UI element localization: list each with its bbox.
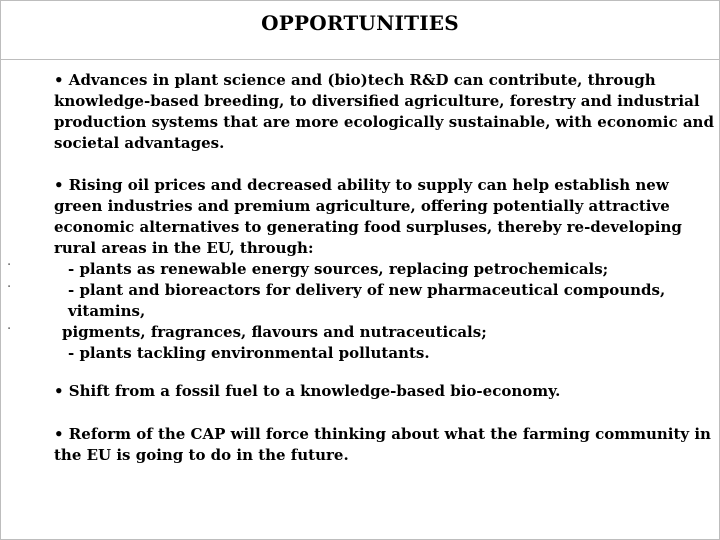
bullet-cap-reform: • Reform of the CAP will force thinking about what the farming community in the EU is going to do in the future.	[54, 425, 711, 464]
title-bar	[1, 1, 719, 60]
slide-title: OPPORTUNITIES	[261, 11, 459, 35]
bullet-bio-economy: • Shift from a fossil fuel to a knowledge-based bio-economy.	[54, 382, 561, 400]
side-mark: .	[7, 318, 12, 333]
bullet-rising-oil-intro: • Rising oil prices and decreased ability to supply can help establish new green industries and premium agriculture, offering potentially attractive economic alternatives to generating food surpluses, thereby re-developing rural areas in the EU, through:	[54, 176, 682, 257]
bullet-rising-oil	[54, 175, 714, 364]
sub-item-pollutants: - plants tackling environmental pollutants.	[68, 344, 430, 362]
slide-body	[54, 70, 714, 466]
bullet-advances: • Advances in plant science and (bio)tech R&D can contribute, through knowledge-based breeding, to diversified agriculture, forestry and industrial production systems that are more ecologically sustainable, with economic and societal advantages.	[54, 71, 714, 152]
sub-item-bioreactors-cont: pigments, fragrances, flavours and nutraceuticals;	[62, 323, 487, 341]
side-mark: .	[7, 276, 12, 291]
sub-item-bioreactors: - plant and bioreactors for delivery of new pharmaceutical compounds, vitamins,	[68, 281, 666, 320]
sub-item-energy: - plants as renewable energy sources, replacing petrochemicals;	[68, 260, 609, 278]
side-mark: .	[7, 254, 12, 269]
